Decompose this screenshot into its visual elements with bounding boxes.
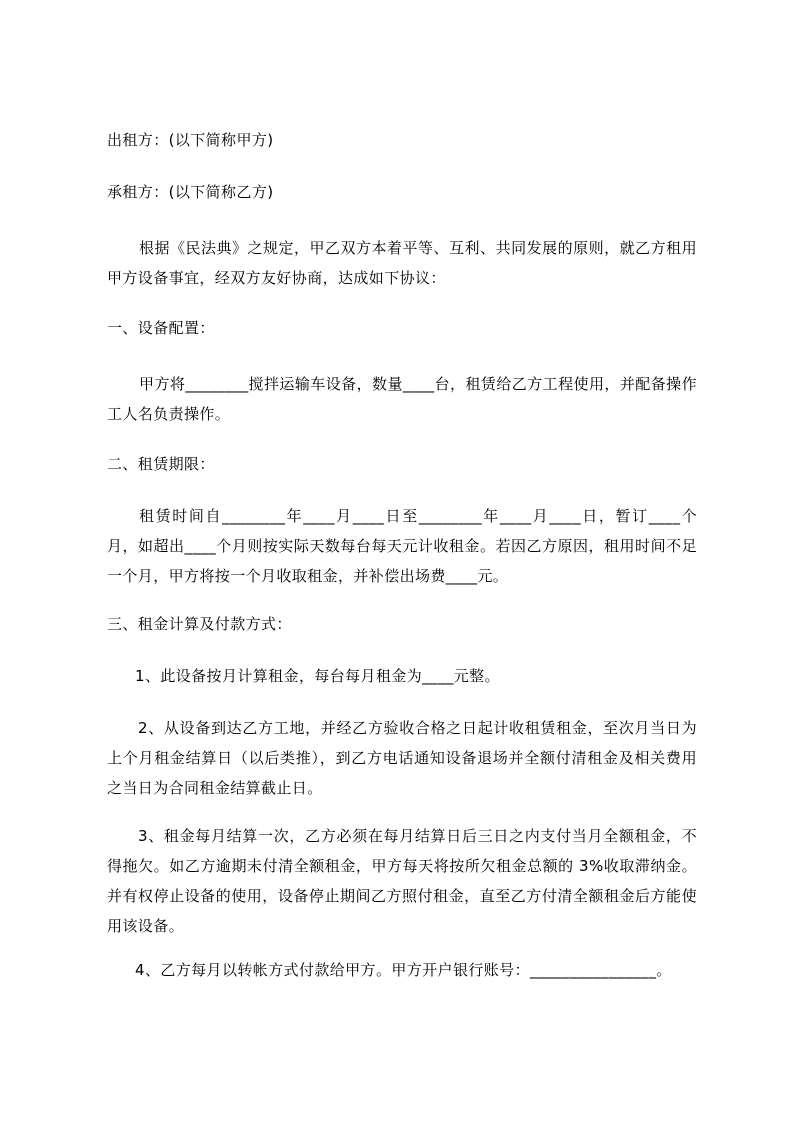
lessee-line: 承租方：(以下简称乙方) (107, 183, 274, 201)
clause-4: 4、乙方每月以转帐方式付款给甲方。甲方开户银行账号：________________。 (135, 961, 672, 979)
preamble-paragraph: 根据《民法典》之规定，甲乙双方本着平等、互利、共同发展的原则，就乙方租用甲方设备事宜，经双方友好协商，达成如下协议： (107, 239, 697, 287)
section-1-paragraph: 甲方将________搅拌运输车设备，数量____台，租赁给乙方工程使用，并配备操作工人名负责操作。 (107, 375, 697, 423)
clause-1: 1、此设备按月计算租金，每台每月租金为____元整。 (135, 667, 500, 685)
section-3-heading: 三、租金计算及付款方式： (107, 615, 292, 633)
clause-2: 2、从设备到达乙方工地，并经乙方验收合格之日起计收租赁租金，至次月当日为上个月租金结算日（以后类推），到乙方电话通知设备退场并全额付清租金及相关费用之当日为合同租金结算截止日。 (107, 719, 697, 797)
section-2-heading: 二、租赁期限： (107, 455, 215, 473)
lessor-line: 出租方：(以下简称甲方) (107, 131, 274, 149)
clause-3: 3、租金每月结算一次，乙方必须在每月结算日后三日之内支付当月全额租金，不得拖欠。如乙方逾期未付清全额租金，甲方每天将按所欠租金总额的 3%收取滞纳金。并有权停止设备的使用，设备停止期间乙方照付租金，直至乙方付清全额租金后方能使用该设备。 (107, 827, 697, 935)
section-2-paragraph: 租赁时间自________年____月____日至________年____月____日，暂订____个月，如超出____个月则按实际天数每台每天元计收租金。若因乙方原因，租用时间不足一个月，甲方将按一个月收取租金，并补偿出场费____元。 (107, 507, 697, 585)
section-1-heading: 一、设备配置： (107, 319, 215, 337)
